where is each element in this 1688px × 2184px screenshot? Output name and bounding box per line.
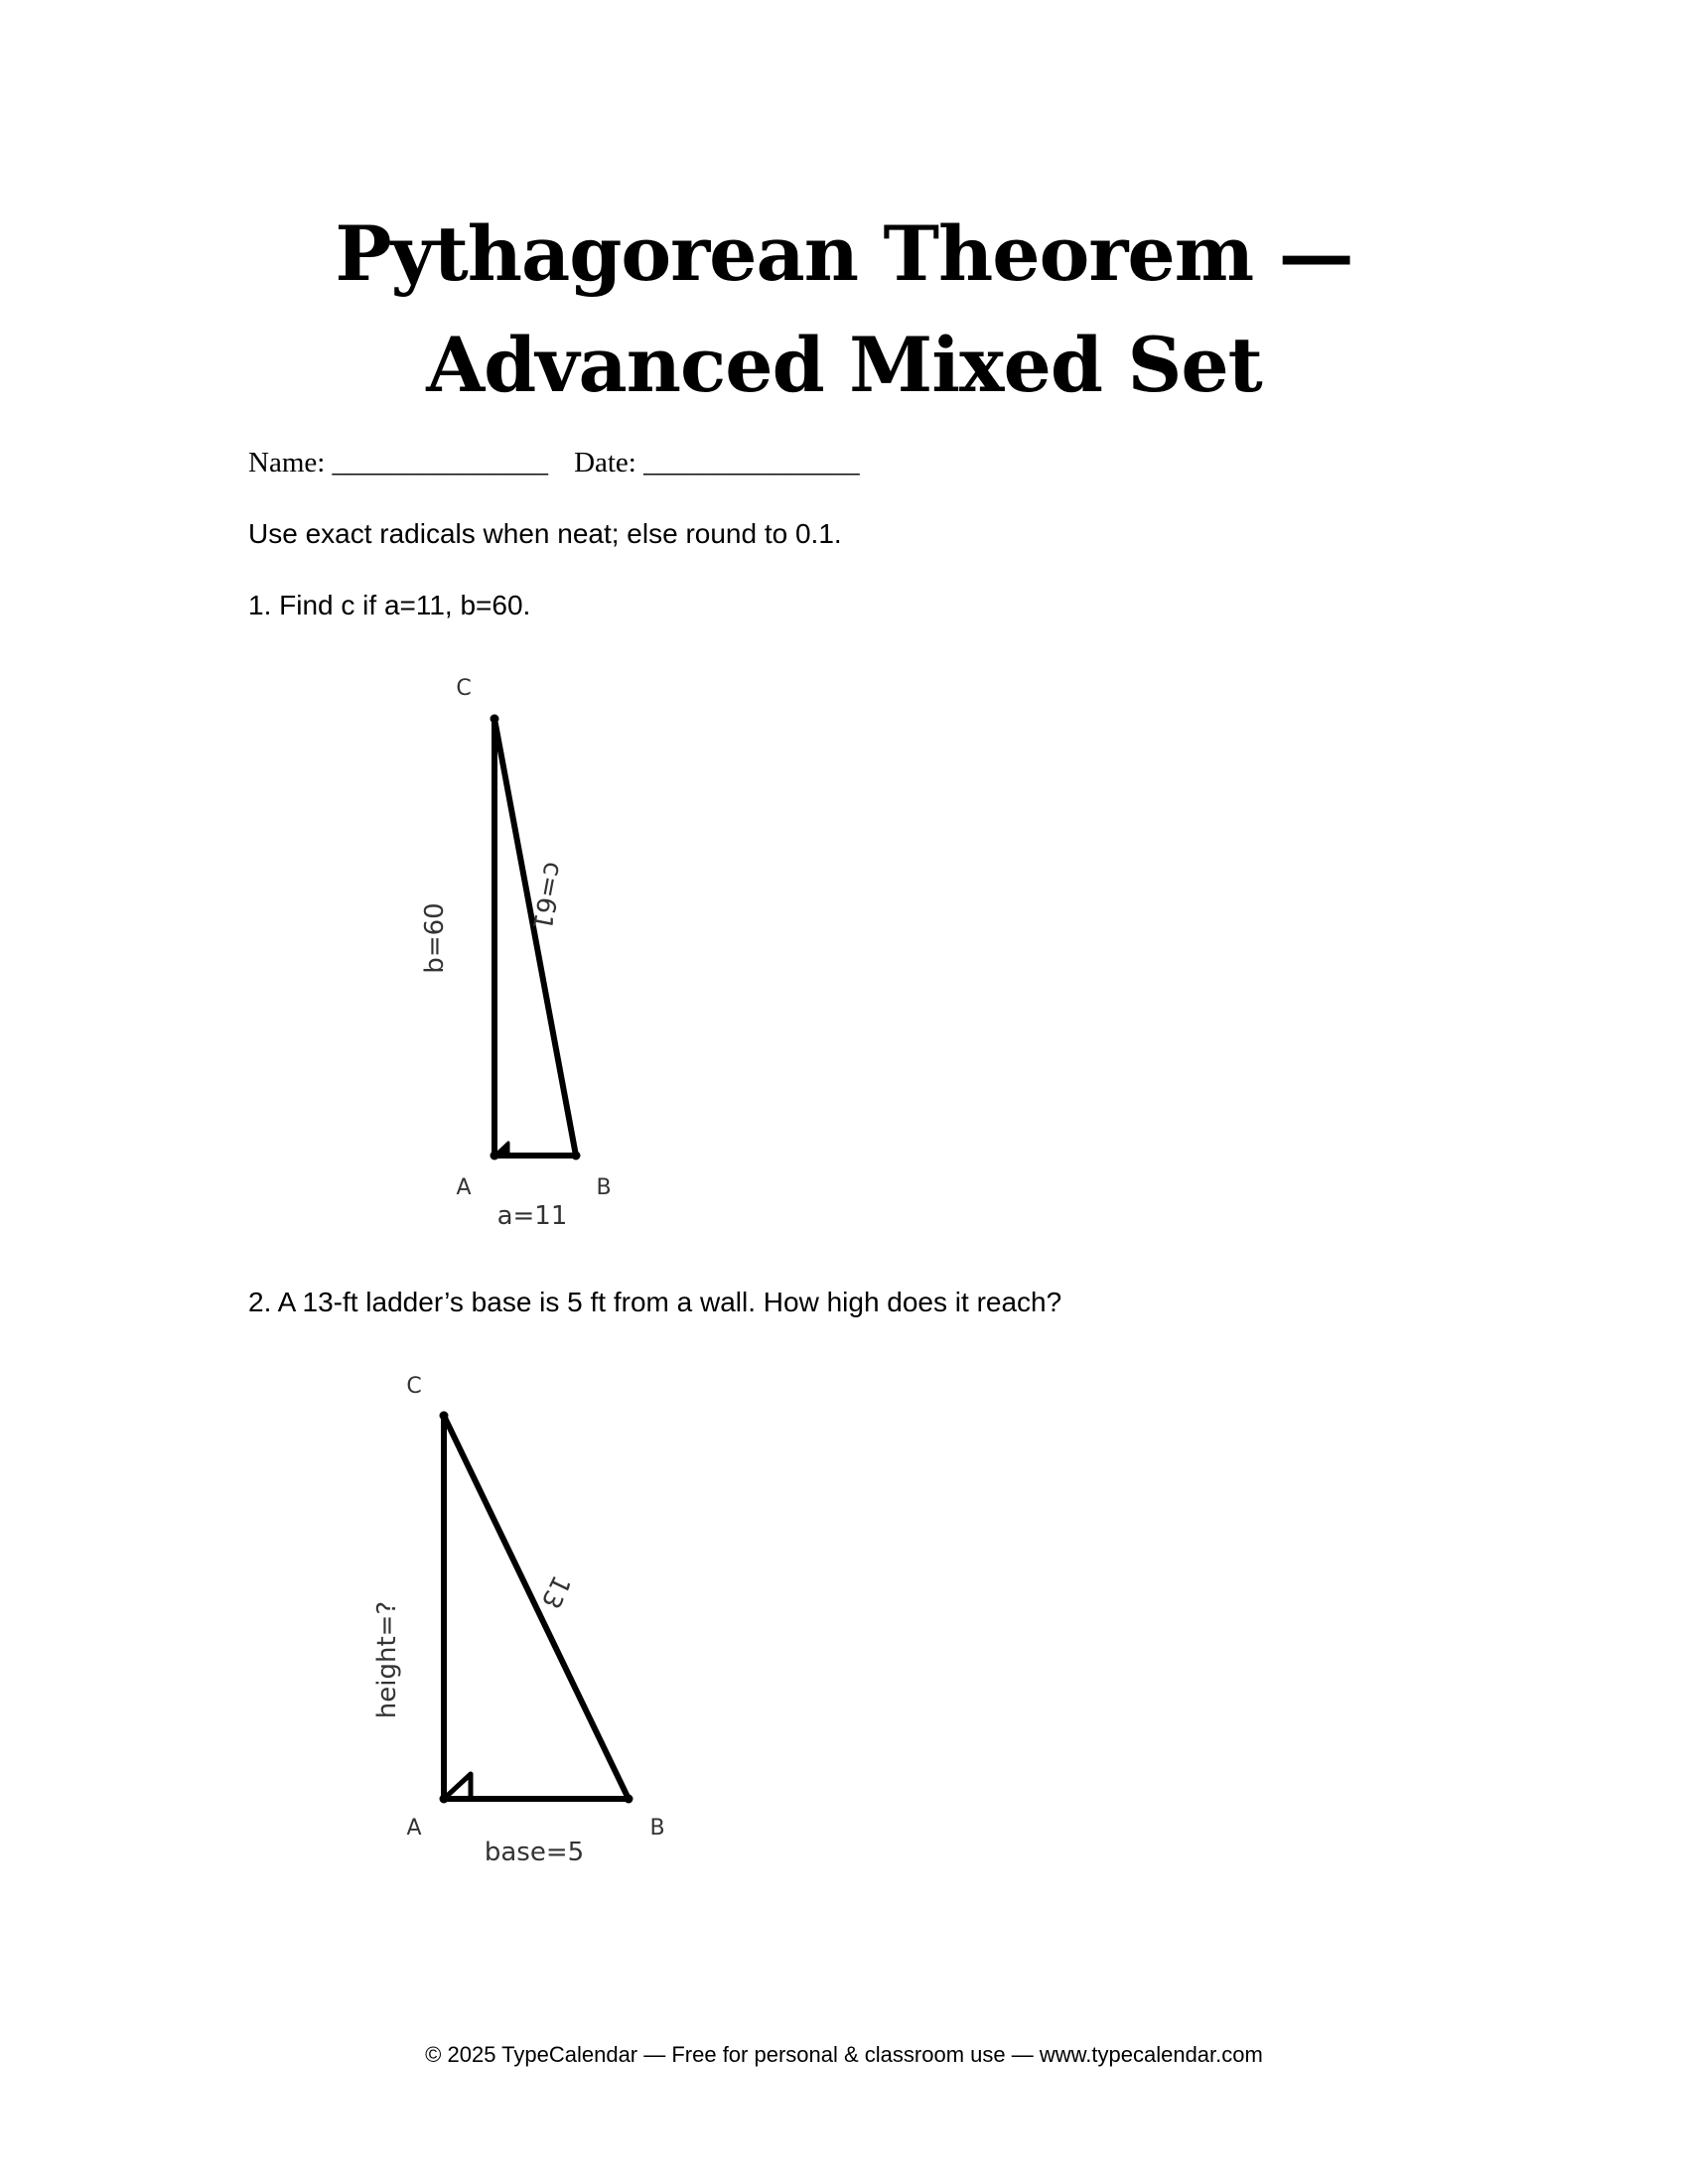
- right-angle-marker-icon: [494, 1143, 508, 1156]
- vertex-label-b: B: [649, 1816, 665, 1841]
- leg-a-label: a=11: [496, 1201, 568, 1231]
- right-angle-marker-icon: [444, 1774, 471, 1799]
- triangle-1-shape: [494, 719, 576, 1156]
- vertex-label-c: C: [456, 676, 472, 701]
- vertex-label-c: C: [406, 1374, 422, 1399]
- footer-copyright: © 2025 TypeCalendar — Free for personal & classroom use — www.typecalendar.com: [425, 2042, 1263, 2067]
- date-field[interactable]: Date: _______________: [574, 447, 860, 478]
- hypotenuse-label: 13: [534, 1570, 576, 1613]
- triangle-2-vertices: [440, 1412, 633, 1804]
- vertex-label-a: A: [406, 1816, 422, 1841]
- leg-b-label: b=60: [420, 902, 450, 974]
- leg-base-label: base=5: [484, 1838, 585, 1867]
- problem-2-text: 2. A 13-ft ladder’s base is 5 ft from a wall. How high does it reach?: [248, 1287, 1062, 1317]
- vertex-label-a: A: [456, 1175, 472, 1200]
- hypotenuse-label: c=61: [525, 859, 568, 933]
- problem-1-text: 1. Find c if a=11, b=60.: [248, 590, 531, 620]
- triangle-1-vertices: [491, 715, 581, 1160]
- triangle-2-shape: [444, 1416, 629, 1799]
- name-field[interactable]: Name: _______________: [248, 447, 549, 478]
- page-title: [0, 199, 1688, 421]
- name-date-row: [248, 447, 860, 479]
- vertex-label-b: B: [596, 1175, 612, 1200]
- title-line-1: Pythagorean Theorem —: [335, 209, 1353, 298]
- leg-height-label: height=?: [372, 1600, 402, 1719]
- instructions: Use exact radicals when neat; else round to 0.1.: [248, 518, 842, 549]
- title-line-2: Advanced Mixed Set: [426, 321, 1262, 409]
